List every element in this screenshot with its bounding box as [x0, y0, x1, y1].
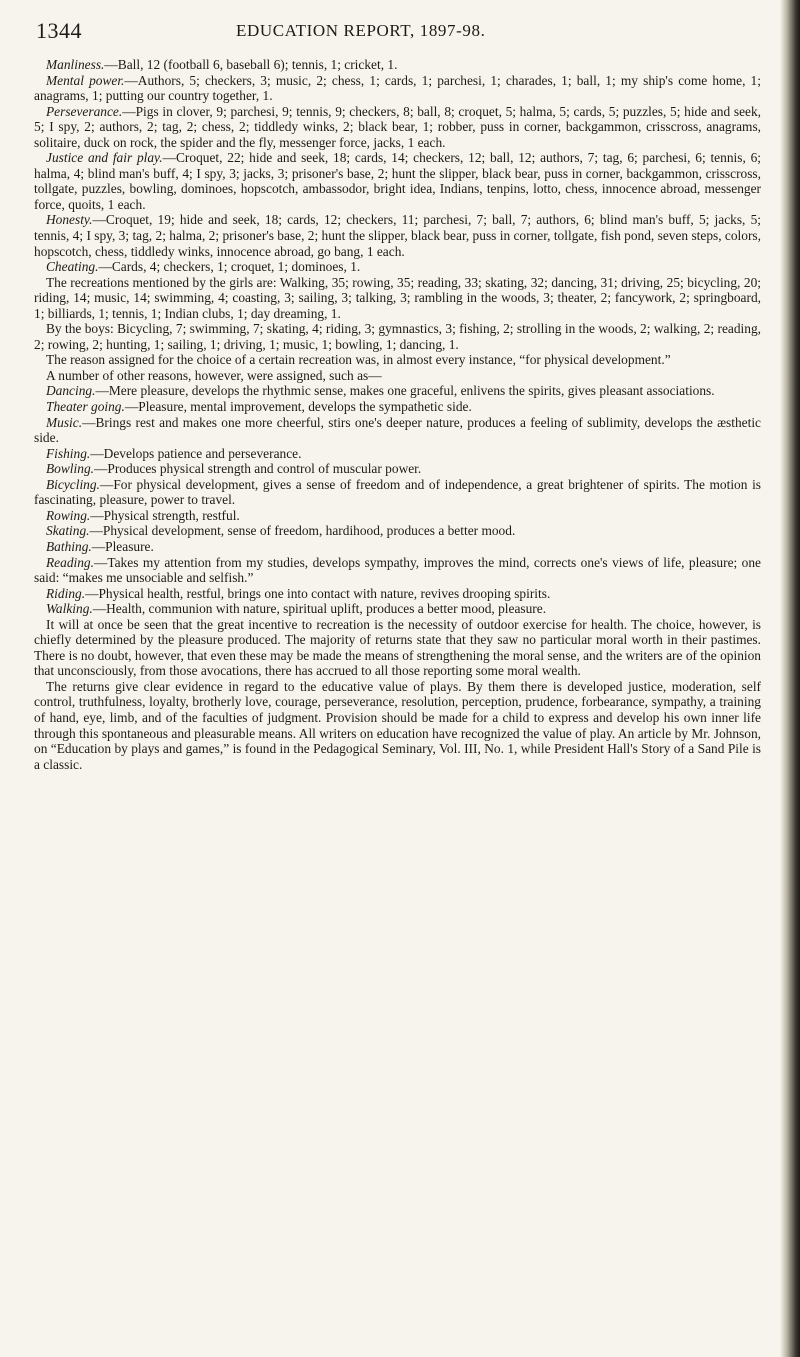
paragraph-reading	[34, 555, 761, 586]
body-text	[34, 57, 761, 772]
paragraph-music	[34, 415, 761, 446]
paragraph-lead: Justice and fair play.	[46, 150, 163, 166]
paragraph-other-reasons	[34, 368, 761, 384]
paragraph-body: —Mere pleasure, develops the rhythmic sense, makes one graceful, enlivens the spirits, gives pleasant associations.	[95, 383, 715, 399]
paragraph-mental-power	[34, 73, 761, 104]
paragraph-body: —Develops patience and perseverance.	[90, 445, 302, 461]
paragraph-body: —For physical development, gives a sense of freedom and of independence, a great brightener of spirits. The motion is fascinating, pleasure, power to travel.	[34, 476, 761, 508]
paragraph-cheating	[34, 259, 761, 275]
paragraph-bathing	[34, 539, 761, 555]
paragraph-body: —Croquet, 22; hide and seek, 18; cards, 14; checkers, 12; ball, 12; authors, 7; tag, 6; parchesi, 6; tennis, 6; halma, 4; blind man's buff, 4; I spy, 3; jacks, 3; prisoner's base, 2; hunt the slipper, black bear, puss in corner, backgammon, crisscross, tollgate, puzzles, bowling, dominoes, hopscotch, ambassodor, bright idea, Indians, tenpins, lotto, chess, innocence abroad, messenger force, quoits, 1 each.	[34, 150, 761, 212]
paragraph-lead: Bicycling.	[46, 476, 100, 492]
paragraph-lead: Perseverance.	[46, 103, 123, 119]
paragraph-body: The recreations mentioned by the girls are: Walking, 35; rowing, 35; reading, 33; skating, 32; dancing, 31; driving, 25; bicycling, 20; riding, 14; music, 14; swimming, 4; coasting, 3; sailing, 3; talking, 3; rambling in the woods, 3; theater, 2; fancywork, 2; springboard, 1; billiards, 1; tennis, 1; Indian clubs, 1; day dreaming, 1.	[34, 274, 761, 321]
paragraph-body: The returns give clear evidence in regard to the educative value of plays. By them there is developed justice, moderation, self control, truthfulness, loyalty, brotherly love, courage, perseverance, resolution, perception, prudence, forbearance, sympathy, a training of hand, eye, limb, and of the faculties of judgment. Provision should be made for a child to express and develop his own inner life through this spontaneous and pleasurable means. All writers on education have recognized the value of play. An article by Mr. Johnson, on “Education by plays and games,” is found in the Pedagogical Seminary, Vol. III, No. 1, while President Hall's Story of a Sand Pile is a classic.	[34, 678, 761, 772]
paragraph-lead: Honesty.	[46, 212, 93, 228]
paragraph-incentive	[34, 617, 761, 679]
paragraph-body: By the boys: Bicycling, 7; swimming, 7; skating, 4; riding, 3; gymnastics, 3; fishing, 2; strolling in the woods, 2; walking, 2; reading, 2; rowing, 2; hunting, 1; sailing, 1; driving, 1; music, 1; bowling, 1; dancing, 1.	[34, 321, 761, 352]
paragraph-lead: Music.	[46, 414, 83, 430]
paragraph-body: —Takes my attention from my studies, develops sympathy, improves the mind, corrects one's views of life, pleasure; one said: “makes me unsociable and selfish.”	[34, 554, 761, 586]
paragraph-body: —Cards, 4; checkers, 1; croquet, 1; dominoes, 1.	[98, 259, 361, 275]
paragraph-perseverance	[34, 104, 761, 151]
paragraph-fishing	[34, 446, 761, 462]
paragraph-body: —Physical strength, restful.	[90, 507, 240, 523]
paragraph-body: —Brings rest and makes one more cheerful, stirs one's deeper nature, produces a feeling of sublimity, develops the æsthetic side.	[34, 414, 761, 446]
paragraph-lead: Fishing.	[46, 445, 91, 461]
paragraph-boys-recreations	[34, 321, 761, 352]
paragraph-honesty	[34, 212, 761, 259]
paragraph-body: —Croquet, 19; hide and seek, 18; cards, 12; checkers, 11; parchesi, 7; ball, 7; authors, 6; blind man's buff, 5; jacks, 5; tennis, 4; I spy, 3; tag, 2; halma, 2; prisoner's base, 2; hunt the slipper, black bear, puss in corner, tollgate, fish pond, seven steps, colors, hopscotch, chess, tiddledy winks, innocence abroad, go bang, 1 each.	[34, 212, 761, 259]
paragraph-bicycling	[34, 477, 761, 508]
paragraph-body: —Pleasure.	[91, 538, 154, 554]
paragraph-body: The reason assigned for the choice of a certain recreation was, in almost every instance, “for physical development.”	[46, 352, 671, 368]
paragraph-lead: Mental power.	[46, 72, 125, 88]
paragraph-body: —Health, communion with nature, spiritual uplift, produces a better mood, pleasure.	[92, 601, 547, 617]
paragraph-body: —Pigs in clover, 9; parchesi, 9; tennis, 9; checkers, 8; ball, 8; croquet, 5; halma, 5; cards, 5; puzzles, 5; hide and seek, 5; I spy, 2; authors, 2; tag, 2; chess, 2; tiddledy winks, 2; black bear, 1; robber, puss in corner, backgammon, crisscross, anagrams, solitaire, duck on rock, the spider and the fly, messenger force, jacks, 1 each.	[34, 103, 761, 150]
page-number: 1344	[36, 18, 82, 43]
paragraph-lead: Manliness.	[46, 57, 105, 72]
paragraph-body: It will at once be seen that the great incentive to recreation is the necessity of outdoor exercise for health. The choice, however, is chiefly determined by the pleasure produced. The majority of returns state that they saw no particular moral worth in their pastimes. There is no doubt, however, that even these may be made the means of strengthening the moral sense, and the writers are of the opinion that unconsciously, from those avocations, there has accrued to all those reporting some moral wealth.	[34, 616, 761, 679]
paragraph-walking	[34, 601, 761, 617]
paragraph-girls-recreations	[34, 275, 761, 322]
paragraph-justice	[34, 150, 761, 212]
paragraph-lead: Rowing.	[46, 507, 91, 523]
paragraph-riding	[34, 586, 761, 602]
paragraph-body: —Produces physical strength and control of muscular power.	[94, 461, 422, 477]
paragraph-body: —Pleasure, mental improvement, develops the sympathetic side.	[124, 399, 472, 415]
paragraph-rowing	[34, 508, 761, 524]
paragraph-body: —Physical development, sense of freedom, hardihood, produces a better mood.	[89, 523, 516, 539]
paragraph-lead: Skating.	[46, 523, 90, 539]
paragraph-lead: Bowling.	[46, 461, 94, 477]
paragraph-lead: Dancing.	[46, 383, 96, 399]
paragraph-body: —Physical health, restful, brings one into contact with nature, revives drooping spirits.	[85, 585, 551, 601]
paragraph-theater	[34, 399, 761, 415]
paragraph-manliness	[34, 57, 761, 73]
paragraph-lead: Bathing.	[46, 538, 92, 554]
paragraph-lead: Theater going.	[46, 399, 125, 415]
paragraph-lead: Riding.	[46, 585, 86, 601]
paragraph-lead: Reading.	[46, 554, 94, 570]
paragraph-body: A number of other reasons, however, were assigned, such as—	[46, 367, 382, 383]
paragraph-body: —Authors, 5; checkers, 3; music, 2; chess, 1; cards, 1; parchesi, 1; charades, 1; ball, 1; my ship's come home, 1; anagrams, 1; putting our country together, 1.	[34, 72, 761, 104]
paragraph-skating	[34, 523, 761, 539]
running-head: EDUCATION REPORT, 1897-98.	[236, 21, 486, 40]
page-binding-edge	[780, 0, 800, 1357]
paragraph-body: —Ball, 12 (football 6, baseball 6); tennis, 1; cricket, 1.	[104, 57, 398, 72]
paragraph-lead: Cheating.	[46, 259, 99, 275]
paragraph-bowling	[34, 461, 761, 477]
paragraph-reason	[34, 352, 761, 368]
paragraph-dancing	[34, 383, 761, 399]
page-header	[36, 18, 736, 44]
paragraph-educative-value	[34, 679, 761, 772]
paragraph-lead: Walking.	[46, 601, 93, 617]
